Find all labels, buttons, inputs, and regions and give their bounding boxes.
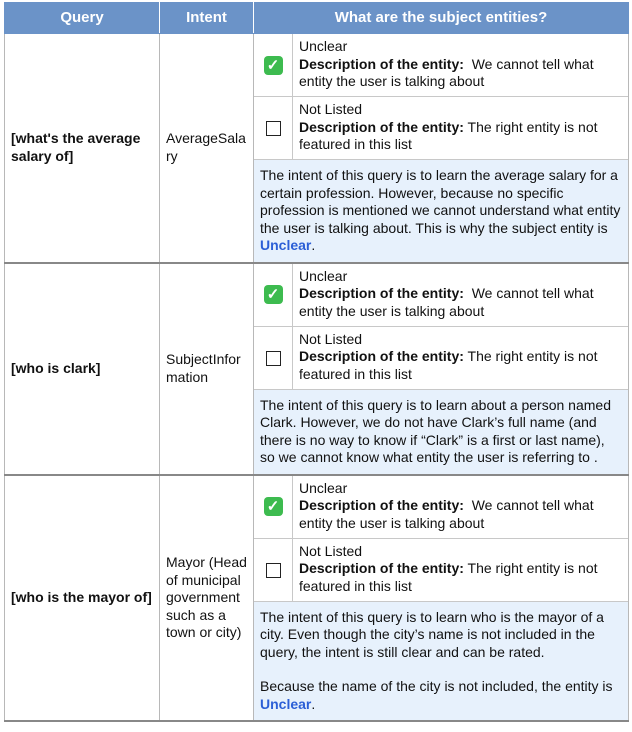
explanation-row xyxy=(254,601,628,720)
explanation-row xyxy=(254,389,628,474)
entity-examples-table xyxy=(4,2,629,722)
option-text xyxy=(293,34,629,97)
explanation-text: The intent of this query is to learn who is the mayor of a city. Even though the city’s name is not included in the query, the intent is still clear and can be rated. xyxy=(260,608,604,660)
option-row-not-listed xyxy=(254,97,628,160)
explanation-text: The intent of this query is to learn the average salary for a certain profession. However, because no specific profession is mentioned we cannot understand what entity the user is talking about. This is why the subject entity is xyxy=(260,167,621,236)
checkbox-cell[interactable] xyxy=(254,97,293,160)
option-text xyxy=(293,326,629,389)
empty-checkbox-icon[interactable] xyxy=(266,351,281,366)
query-cell: [what's the average salary of] xyxy=(5,34,160,263)
option-row-unclear xyxy=(254,34,628,97)
option-description: We cannot tell what entity the user is talking about xyxy=(299,55,594,89)
description-key: Description of the entity: xyxy=(299,285,464,301)
explanation-row xyxy=(254,160,628,262)
option-label: Not Listed xyxy=(299,542,363,559)
explanation-box xyxy=(254,601,628,720)
query-cell: [who is clark] xyxy=(5,263,160,475)
subject-options xyxy=(254,264,628,474)
explanation-box xyxy=(254,160,628,262)
checkmark-checked-icon[interactable]: ✓ xyxy=(264,497,283,516)
checkbox-cell[interactable] xyxy=(254,326,293,389)
description-key: Description of the entity: xyxy=(299,55,464,72)
checkbox-cell[interactable] xyxy=(254,264,293,327)
option-label: Not Listed xyxy=(299,330,363,347)
table-row xyxy=(5,34,629,263)
explanation-text: The intent of this query is to learn about a person named Clark. However, we do not have Clark’s full name (and there is no way to know if “Clark” is a first or last name), so we cannot know what entity the user is referring to . xyxy=(260,396,611,465)
explanation-suffix: . xyxy=(311,695,316,712)
option-text xyxy=(293,264,629,327)
option-row-unclear xyxy=(254,264,628,327)
option-text xyxy=(293,476,629,539)
explanation-highlight: Unclear xyxy=(260,237,312,253)
description-key: Description of the entity: xyxy=(299,497,464,513)
explanation-text-2: Because the name of the city is not included, the entity is xyxy=(260,678,613,694)
query-cell: [who is the mayor of] xyxy=(5,475,160,722)
explanation-paragraph-2 xyxy=(260,678,622,713)
option-description: We cannot tell what entity the user is talking about xyxy=(299,497,594,531)
intent-cell: SubjectInformation xyxy=(160,263,254,475)
intent-cell: Mayor (Head of municipal government such as a town or city) xyxy=(160,475,254,722)
table-row xyxy=(5,475,629,722)
explanation-highlight: Unclear xyxy=(260,695,312,712)
option-description: The right entity is not featured in this list xyxy=(299,560,598,594)
description-key: Description of the entity: xyxy=(299,560,464,576)
checkmark-checked-icon[interactable]: ✓ xyxy=(264,56,283,75)
option-label: Unclear xyxy=(299,267,348,284)
option-row-not-listed xyxy=(254,326,628,389)
checkbox-cell[interactable] xyxy=(254,34,293,97)
header-row xyxy=(5,3,629,34)
explanation-box xyxy=(254,389,628,474)
explanation-suffix: . xyxy=(311,237,316,253)
option-text xyxy=(293,538,629,601)
description-key: Description of the entity: xyxy=(299,118,464,135)
empty-checkbox-icon[interactable] xyxy=(266,121,281,136)
option-description: The right entity is not featured in this list xyxy=(299,118,598,152)
header-intent: Intent xyxy=(160,3,254,34)
checkbox-cell[interactable] xyxy=(254,476,293,539)
subject-options xyxy=(254,34,628,262)
description-key: Description of the entity: xyxy=(299,348,464,364)
option-description: We cannot tell what entity the user is talking about xyxy=(299,285,594,319)
option-description: The right entity is not featured in this list xyxy=(299,348,598,382)
checkbox-cell[interactable] xyxy=(254,538,293,601)
option-text xyxy=(293,97,629,160)
table-row xyxy=(5,263,629,475)
intent-cell: AverageSalary xyxy=(160,34,254,263)
subject-cell xyxy=(254,34,629,263)
subject-options xyxy=(254,476,628,721)
option-row-unclear xyxy=(254,476,628,539)
empty-checkbox-icon[interactable] xyxy=(266,563,281,578)
subject-cell xyxy=(254,475,629,722)
option-label: Unclear xyxy=(299,38,348,54)
header-query: Query xyxy=(5,3,160,34)
option-label: Not Listed xyxy=(299,101,363,117)
option-row-not-listed xyxy=(254,538,628,601)
checkmark-checked-icon[interactable]: ✓ xyxy=(264,285,283,304)
header-subject-entities: What are the subject entities? xyxy=(254,3,629,34)
subject-cell xyxy=(254,263,629,475)
option-label: Unclear xyxy=(299,479,348,496)
